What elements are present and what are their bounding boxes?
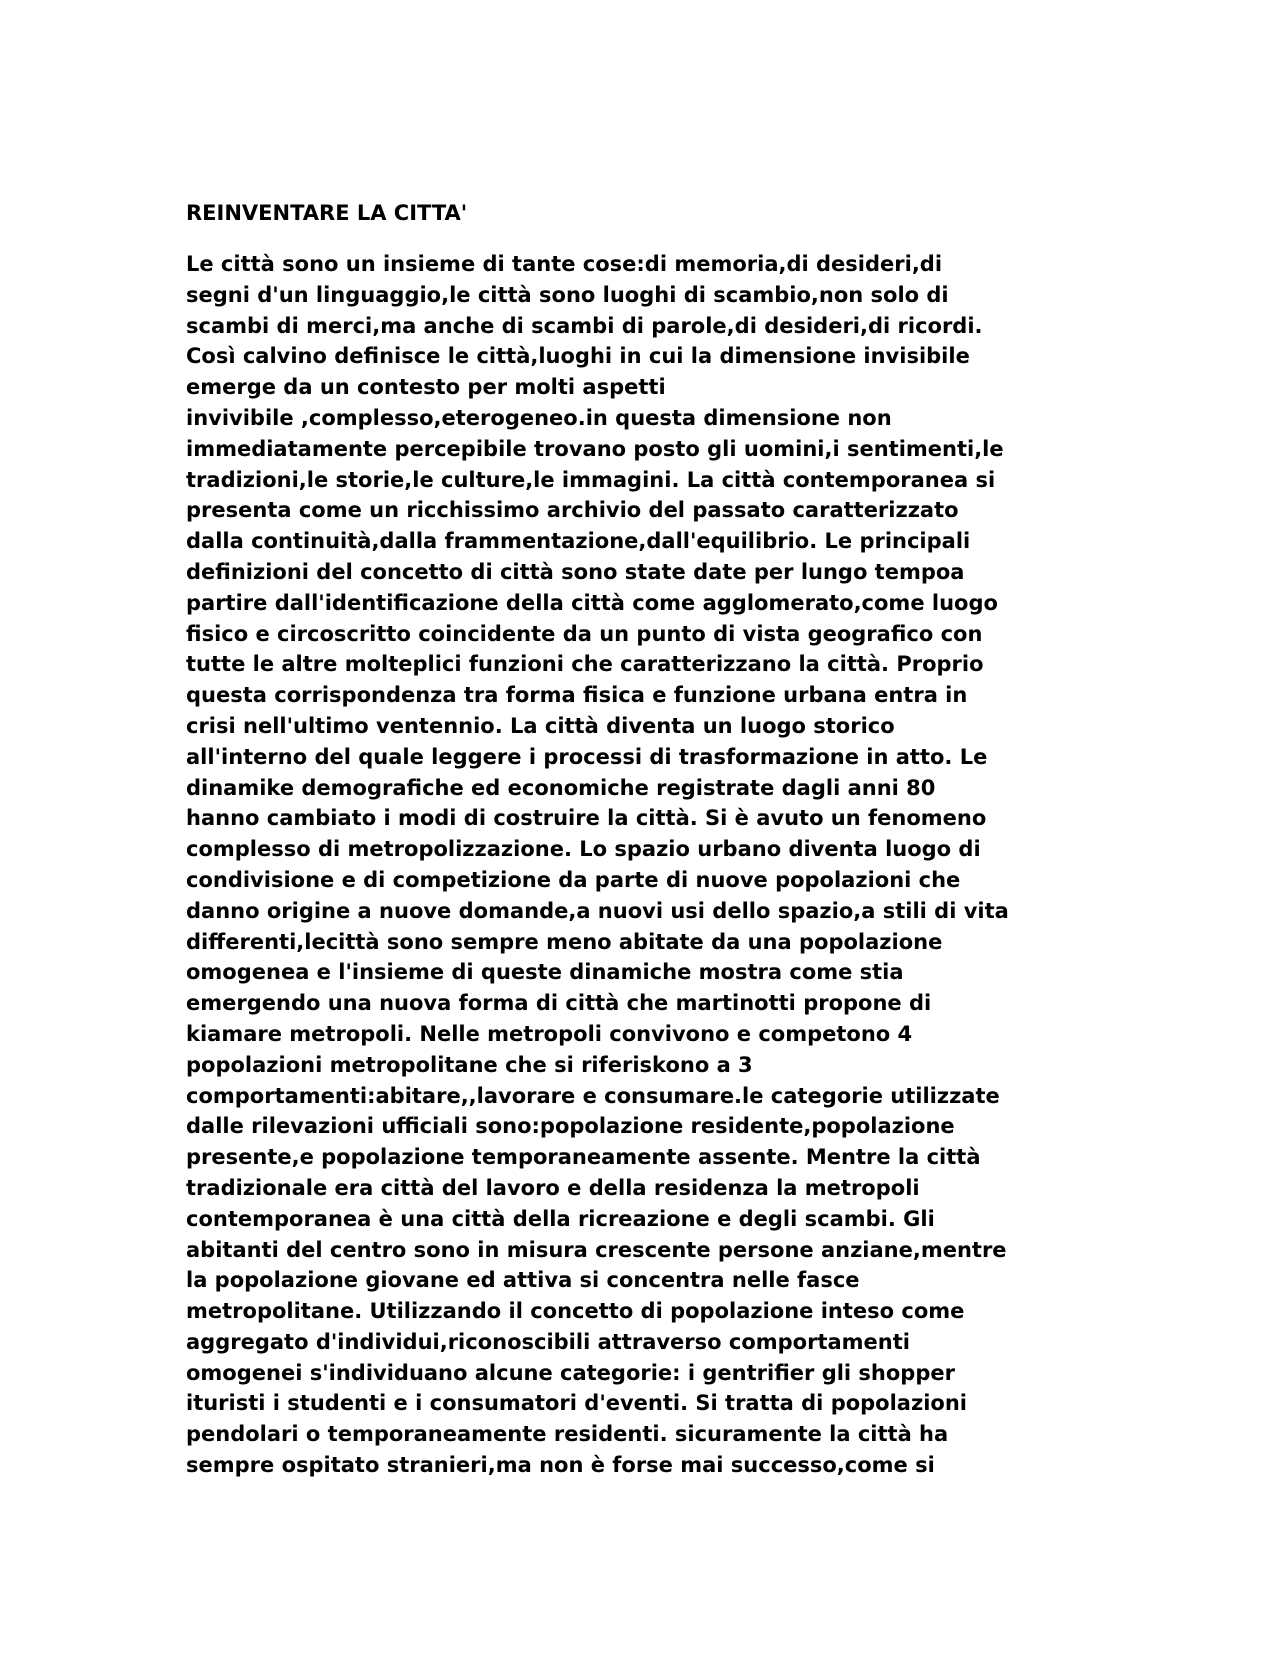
body-line: kiamare metropoli. Nelle metropoli convivono e competono 4	[186, 1021, 913, 1046]
body-line: all'interno del quale leggere i processi di trasformazione in atto. Le	[186, 744, 988, 769]
body-line: dinamike demografiche ed economiche registrate dagli anni 80	[186, 775, 936, 800]
body-line: sempre ospitato stranieri,ma non è forse mai successo,come si	[186, 1453, 935, 1478]
body-line: tradizioni,le storie,le culture,le immagini. La città contemporanea si	[186, 467, 996, 492]
body-line: crisi nell'ultimo ventennio. La città diventa un luogo storico	[186, 713, 895, 738]
body-line: omogenei s'individuano alcune categorie: i gentrifier gli shopper	[186, 1360, 955, 1385]
body-line: emerge da un contesto per molti aspetti	[186, 375, 666, 400]
body-line: segni d'un linguaggio,le città sono luoghi di scambio,non solo di	[186, 282, 949, 307]
body-line: tutte le altre molteplici funzioni che caratterizzano la città. Proprio	[186, 652, 984, 677]
body-line: emergendo una nuova forma di città che martinotti propone di	[186, 991, 932, 1016]
body-line: dalla continuità,dalla frammentazione,dall'equilibrio. Le principali	[186, 529, 971, 554]
body-line: popolazioni metropolitane che si riferiskono a 3	[186, 1052, 753, 1077]
body-line: omogenea e l'insieme di queste dinamiche mostra come stia	[186, 960, 904, 985]
body-line: Così calvino definisce le città,luoghi in cui la dimensione invisibile	[186, 344, 970, 369]
body-line: invivibile ,complesso,eterogeneo.in questa dimensione non	[186, 405, 892, 430]
body-line: definizioni del concetto di città sono state date per lungo tempoa	[186, 559, 965, 584]
body-line: contemporanea è una città della ricreazione e degli scambi. Gli	[186, 1206, 935, 1231]
body-line: scambi di merci,ma anche di scambi di parole,di desideri,di ricordi.	[186, 313, 983, 338]
body-line: pendolari o temporaneamente residenti. sicuramente la città ha	[186, 1422, 949, 1447]
body-line: presenta come un ricchissimo archivio del passato caratterizzato	[186, 498, 959, 523]
body-line: dalle rilevazioni ufficiali sono:popolazione residente,popolazione	[186, 1114, 955, 1139]
body-line: tradizionale era città del lavoro e della residenza la metropoli	[186, 1175, 920, 1200]
body-line: differenti,lecittà sono sempre meno abitate da una popolazione	[186, 929, 943, 954]
body-line: immediatamente percepibile trovano posto gli uomini,i sentimenti,le	[186, 436, 1004, 461]
body-line: metropolitane. Utilizzando il concetto di popolazione inteso come	[186, 1299, 965, 1324]
body-line: la popolazione giovane ed attiva si concentra nelle fasce	[186, 1268, 860, 1293]
body-line: danno origine a nuove domande,a nuovi usi dello spazio,a stili di vita	[186, 898, 1009, 923]
body-line: complesso di metropolizzazione. Lo spazio urbano diventa luogo di	[186, 837, 981, 862]
body-line: condivisione e di competizione da parte di nuove popolazioni che	[186, 867, 961, 892]
document-body	[186, 249, 1009, 1481]
body-line: hanno cambiato i modi di costruire la città. Si è avuto un fenomeno	[186, 806, 987, 831]
body-line: partire dall'identificazione della città come agglomerato,come luogo	[186, 590, 998, 615]
body-line: fisico e circoscritto coincidente da un punto di vista geografico con	[186, 621, 983, 646]
body-line: Le città sono un insieme di tante cose:di memoria,di desideri,di	[186, 252, 943, 276]
body-line: presente,e popolazione temporaneamente assente. Mentre la città	[186, 1145, 981, 1170]
body-line: abitanti del centro sono in misura crescente persone anziane,mentre	[186, 1237, 1007, 1262]
body-line: ituristi i studenti e i consumatori d'eventi. Si tratta di popolazioni	[186, 1391, 967, 1416]
document-title: REINVENTARE LA CITTA'	[186, 201, 468, 225]
body-line: comportamenti:abitare,,lavorare e consumare.le categorie utilizzate	[186, 1083, 1000, 1108]
body-line: questa corrispondenza tra forma fisica e funzione urbana entra in	[186, 683, 968, 708]
body-line: aggregato d'individui,riconoscibili attraverso comportamenti	[186, 1329, 910, 1354]
